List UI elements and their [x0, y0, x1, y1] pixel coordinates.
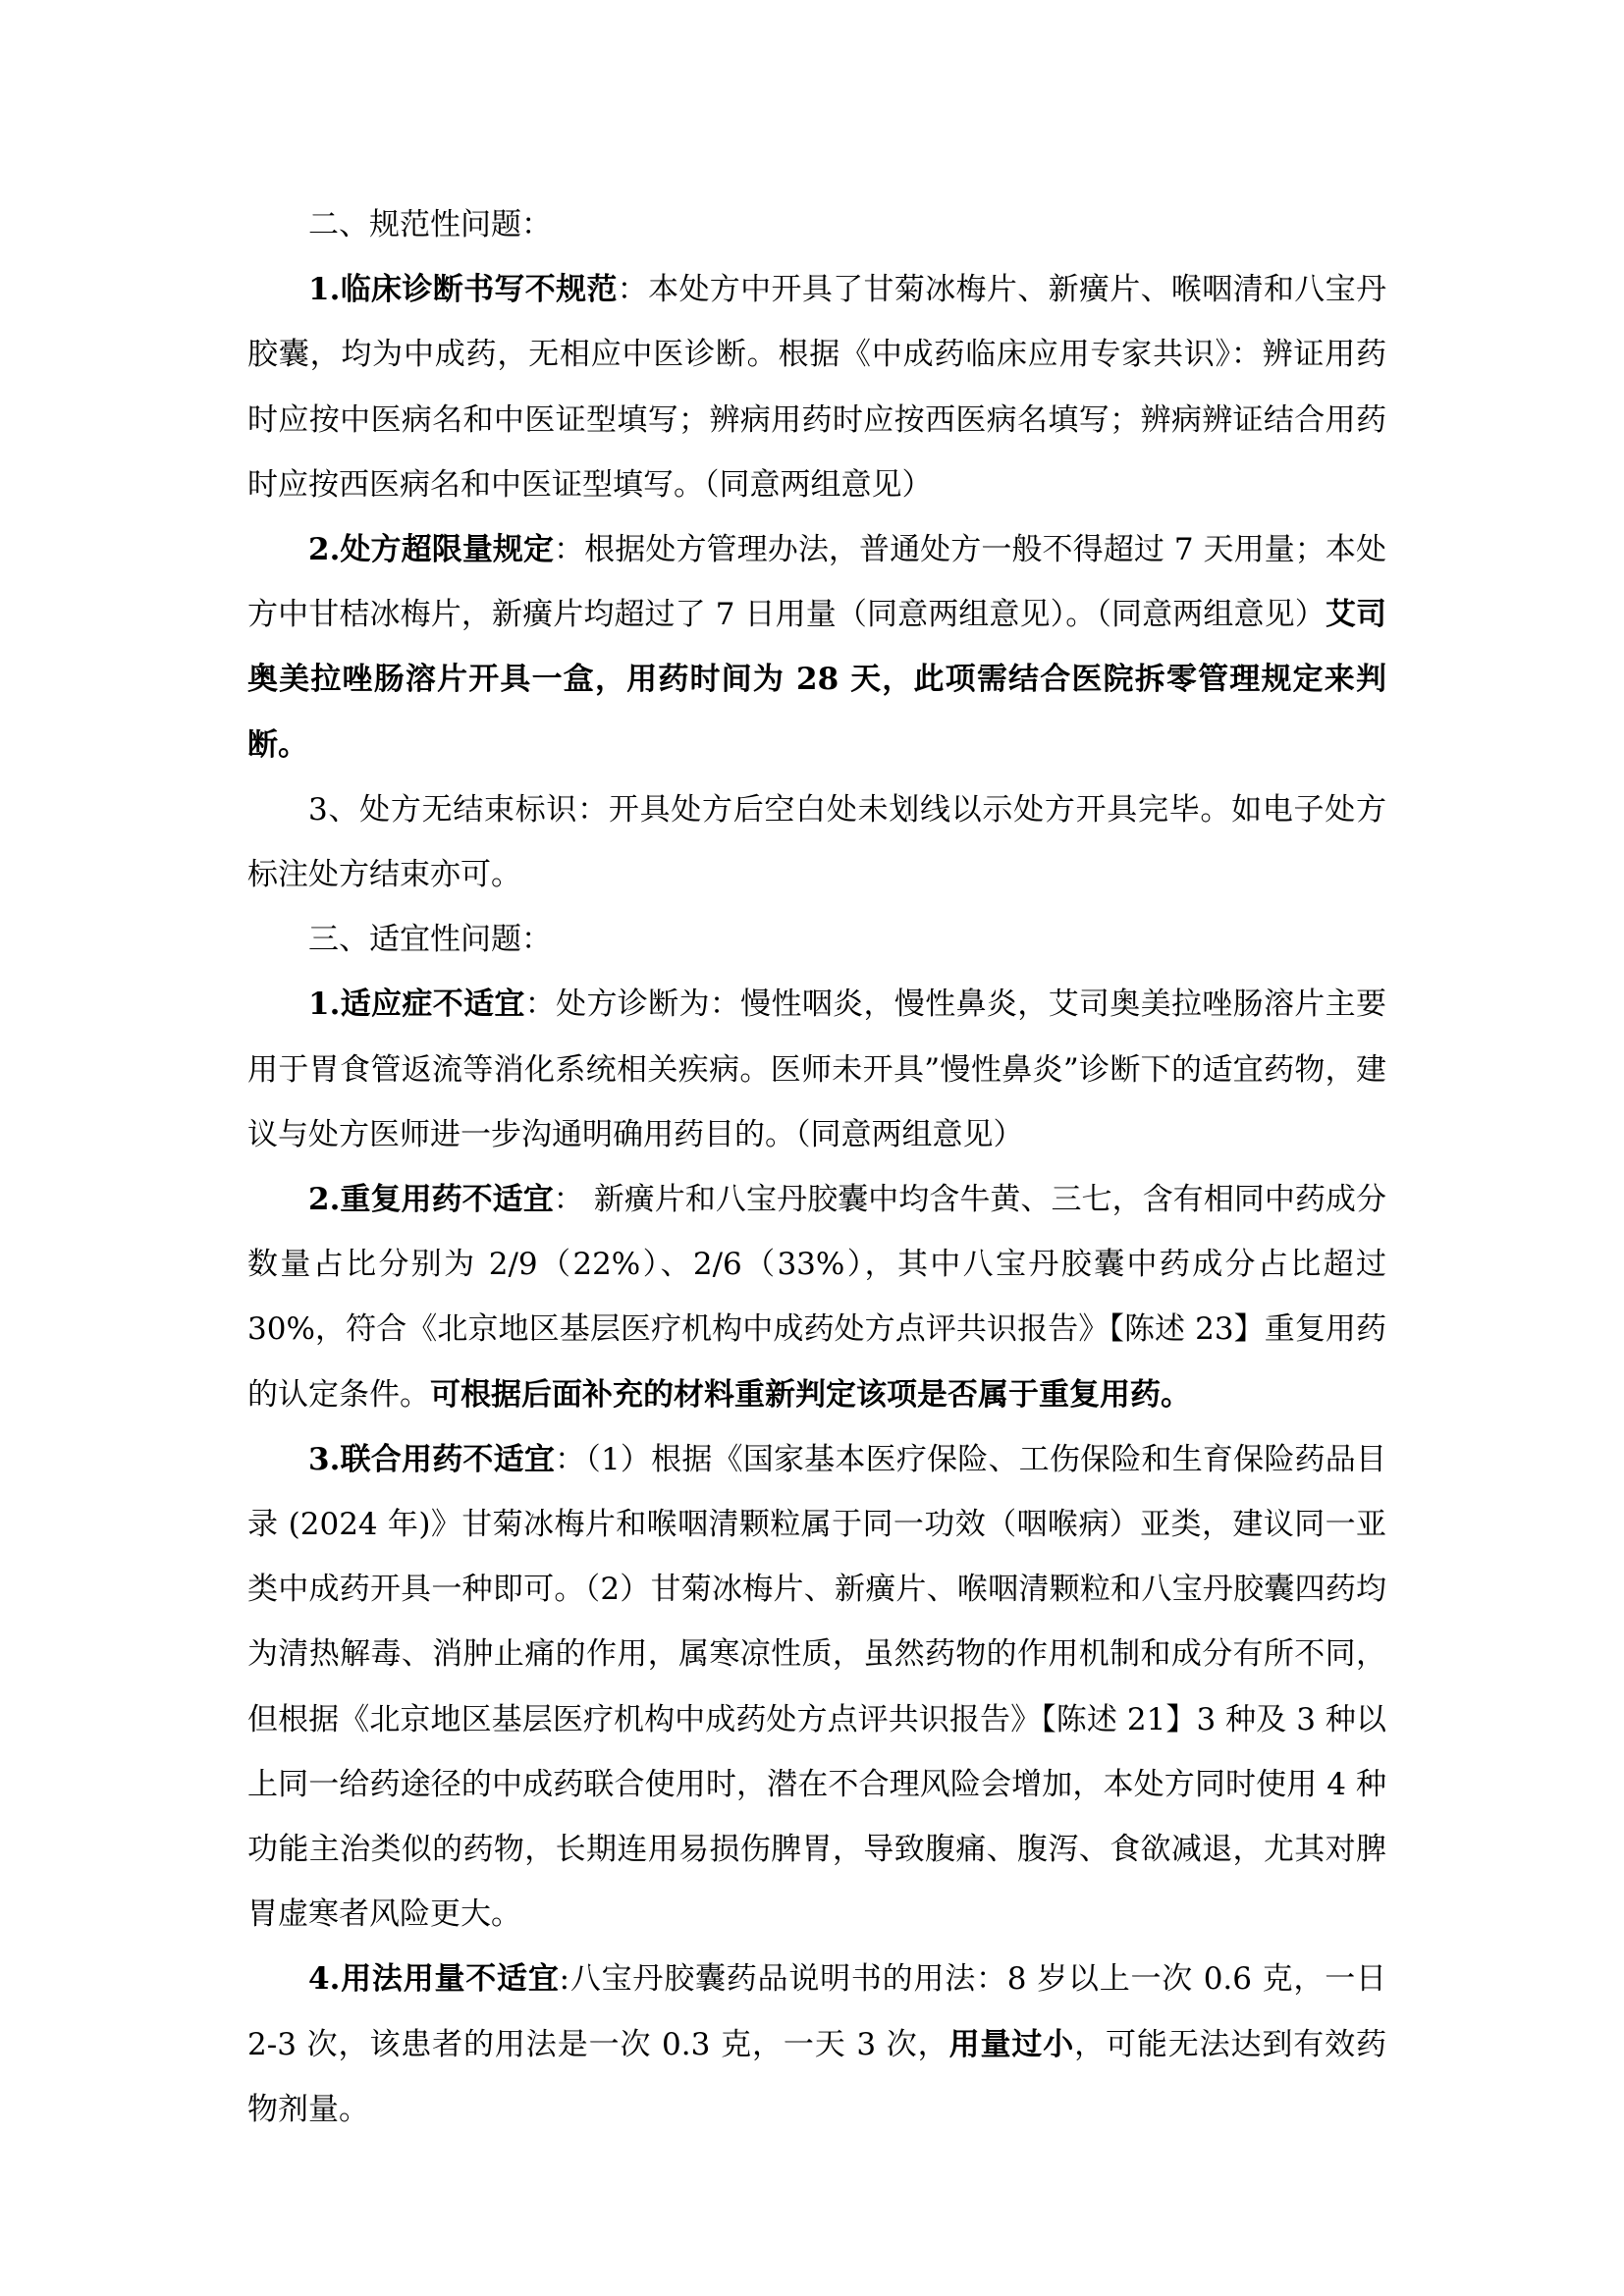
- section-heading-suitability: [247, 907, 1386, 972]
- item-label: 2.重复用药不适宜: [308, 1182, 554, 1218]
- paragraph-duplicate-medication: [247, 1167, 1386, 1427]
- section-heading-text: 三、适宜性问题：: [308, 922, 552, 958]
- section-heading-normative: [247, 192, 1386, 257]
- item-text-after: ，可能无法达到有效药物剂量。: [247, 2026, 1387, 2127]
- item-text: ：根据处方管理办法，普通处方一般不得超过 7 天用量；本处方中甘桔冰梅片，新癀片均超过了 7 日用量（同意两组意见）。（同意两组意见）: [247, 532, 1386, 633]
- item-label: 1.临床诊断书写不规范: [308, 272, 618, 308]
- item-text: 3、处方无结束标识：开具处方后空白处未划线以示处方开具完毕。如电子处方标注处方结束亦可。: [247, 791, 1386, 893]
- paragraph-prescription-limit: [247, 517, 1386, 777]
- item-bold-note: 用量过小: [948, 2026, 1075, 2062]
- paragraph-end-marker: [247, 777, 1386, 907]
- paragraph-clinical-diagnosis: [247, 257, 1386, 517]
- item-text: ：本处方中开具了甘菊冰梅片、新癀片、喉咽清和八宝丹胶囊，均为中成药，无相应中医诊断。根据《中成药临床应用专家共识》：辨证用药时应按中医病名和中医证型填写；辨病用药时应按西医病名填写；辨病辨证结合用药时应按西医病名和中医证型填写。（同意两组意见）: [247, 272, 1386, 503]
- item-bold-note: 可根据后面补充的材料重新判定该项是否属于重复用药。: [430, 1376, 1191, 1413]
- item-label: 2.处方超限量规定: [308, 532, 555, 568]
- section-heading-text: 二、规范性问题：: [308, 207, 552, 242]
- item-label: 1.适应症不适宜: [308, 987, 525, 1023]
- item-text: ： 新癀片和八宝丹胶囊中均含牛黄、三七，含有相同中药成分数量占比分别为 2/9（22%）、2/6（33%），其中八宝丹胶囊中药成分占比超过 30%，符合《北京地区基层医疗机构中成药处方点评共识报告》【陈述 23】重复用药的认定条件。: [247, 1182, 1386, 1413]
- item-label: 4.用法用量不适宜: [308, 1961, 560, 1998]
- paragraph-dosage: [247, 1947, 1386, 2142]
- item-text: ：处方诊断为：慢性咽炎，慢性鼻炎，艾司奥美拉唑肠溶片主要用于胃食管返流等消化系统相关疾病。医师未开具”慢性鼻炎”诊断下的适宜药物，建议与处方医师进一步沟通明确用药目的。（同意两组意见）: [247, 987, 1386, 1152]
- document-page: [247, 192, 1386, 2142]
- item-text: :八宝丹胶囊药品说明书的用法：8 岁以上一次 0.6 克，一日 2-3 次，该患者的用法是一次 0.3 克，一天 3 次，: [247, 1961, 1386, 2062]
- item-bold-note: 艾司奥美拉唑肠溶片开具一盒，用药时间为 28 天，此项需结合医院拆零管理规定来判断。: [247, 597, 1386, 763]
- item-text: ：（1）根据《国家基本医疗保险、工伤保险和生育保险药品目录 (2024 年)》甘菊冰梅片和喉咽清颗粒属于同一功效（咽喉病）亚类，建议同一亚类中成药开具一种即可。（2）甘菊冰梅片、新癀片、喉咽清颗粒和八宝丹胶囊四药均为清热解毒、消肿止痛的作用，属寒凉性质，虽然药物的作用机制和成分有所不同，但根据《北京地区基层医疗机构中成药处方点评共识报告》【陈述 21】3 种及 3 种以上同一给药途径的中成药联合使用时，潜在不合理风险会增加，本处方同时使用 4 种功能主治类似的药物，长期连用易损伤脾胃，导致腹痛、腹泻、食欲减退，尤其对脾胃虚寒者风险更大。: [247, 1441, 1386, 1933]
- paragraph-indication: [247, 972, 1386, 1167]
- item-label: 3.联合用药不适宜: [308, 1441, 556, 1477]
- paragraph-combination-medication: [247, 1427, 1386, 1948]
